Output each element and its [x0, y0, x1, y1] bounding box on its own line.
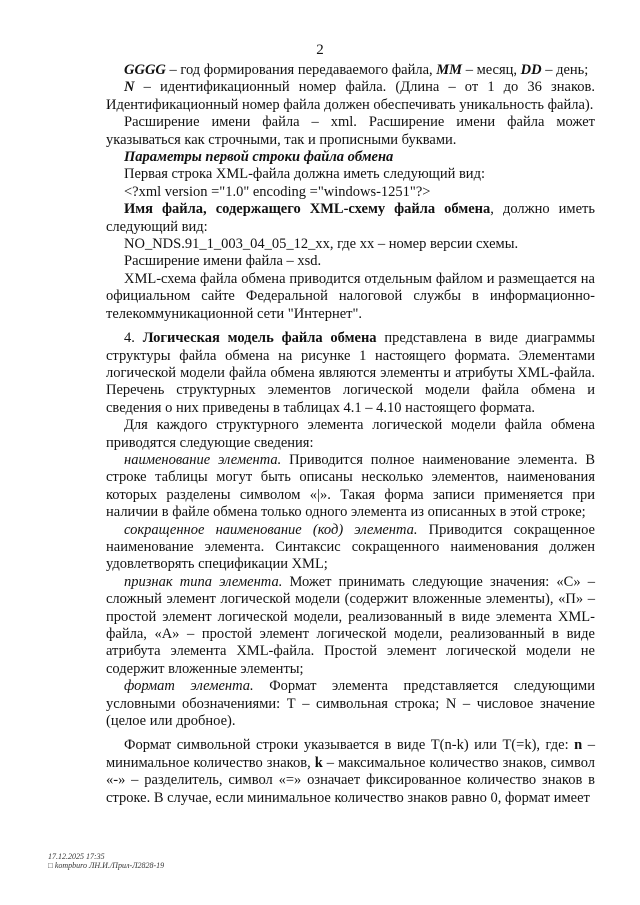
term-month: ММ	[436, 62, 463, 78]
text: – максимальное количество знаков, символ «-» – разделитель, символ «=» означает фиксированное количество знаков в строке. В случае, если минимальное количество знаков равно 0, формат имеет	[106, 754, 595, 806]
text: 4.	[124, 330, 143, 347]
text: – год формирования передаваемого файла,	[165, 62, 437, 78]
text: Приводится полное наименование элемента. В строке таблицы могут быть описаны несколько элементов, наименования которых разделены символом «|». Такая форма записи применяется при наличии в файле обмена только одного элемента из описанных в этой строке;	[106, 451, 595, 521]
section-heading-first-line: Параметры первой строки файла обмена	[124, 149, 394, 166]
footer-doc-ref: □ kompburo ЛН.И./Прил-Л2828-19	[48, 861, 165, 870]
paragraph-logical-model	[106, 330, 595, 417]
term-k: k	[314, 754, 323, 771]
xml-declaration: <?xml version ="1.0" encoding ="windows-1251"?>	[124, 183, 431, 200]
document-body	[106, 62, 595, 807]
term-n: n	[574, 737, 583, 754]
text: – месяц,	[462, 62, 521, 78]
text: Формат символьной строки указывается в виде Т(n-k) или T(=k), где:	[124, 737, 575, 754]
paragraph-element-type	[106, 574, 595, 678]
term-id: N	[124, 79, 135, 96]
paragraph-schema-name	[106, 201, 595, 236]
footer-timestamp: 17.12.2025 17:35	[48, 852, 105, 861]
term-element-name: наименование элемента.	[124, 451, 282, 468]
term-year: GGGG	[124, 62, 166, 78]
text: Приводится сокращенное наименование элемента. Синтаксис сокращенного наименования должен удовлетворять спецификации XML;	[106, 521, 595, 573]
text: представлена в виде диаграммы структуры файла обмена на рисунке 1 настоящего формата. Элементами логической модели файла обмена являются элементы и атрибуты XML-файла. Перечень структурных элементов логической модели файла обмена и сведения о них приведены в таблицах 4.1 – 4.10 настоящего формата.	[106, 330, 596, 416]
page-number: 2	[316, 42, 324, 58]
text: , должно иметь следующий вид:	[106, 201, 595, 235]
term-day: DD	[520, 62, 542, 78]
term-element-type: признак типа элемента.	[124, 573, 283, 590]
paragraph-element-code	[106, 522, 595, 574]
paragraph-string-format	[106, 737, 595, 807]
paragraph-extension: Расширение имени файла – xml. Расширение имени файла может указываться как строчными, так и прописными буквами.	[106, 114, 595, 148]
paragraph-element-name	[106, 452, 595, 522]
text: – минимальное количество знаков,	[106, 737, 595, 771]
term-element-code: сокращенное наименование (код) элемента.	[124, 521, 418, 538]
heading-logical-model: Логическая модель файла обмена	[142, 330, 377, 347]
paragraph-schema-publication: XML-схема файла обмена приводится отдельным файлом и размещается на официальном сайте Федеральной налоговой службы в информационно-телекоммуникационной сети "Интернет".	[106, 270, 595, 322]
text: – идентификационный номер файла. (Длина – от 1 до 36 знаков. Идентификационный номер файла должен обеспечивать уникальность файла).	[106, 79, 595, 113]
paragraph-first-line: Первая строка XML-файла должна иметь следующий вид:	[124, 166, 485, 183]
text: – день;	[541, 62, 589, 78]
spacer	[106, 323, 595, 330]
heading-schema-name: Имя файла, содержащего XML-схему файла обмена	[124, 201, 491, 218]
text: Формат элемента представляется следующими условными обозначениями: Т – символьная строка; N – числовое значение (целое или дробное).	[106, 678, 595, 730]
term-element-format: формат элемента.	[124, 678, 254, 695]
paragraph-element-info: Для каждого структурного элемента логической модели файла обмена приводятся следующие сведения:	[106, 417, 595, 451]
paragraph-date-format	[106, 62, 595, 79]
document-footer	[48, 852, 164, 870]
schema-file-name: NO_NDS.91_1_003_04_05_12_xx, где хх – номер версии схемы.	[124, 236, 519, 253]
spacer	[106, 730, 595, 737]
paragraph-file-id	[106, 79, 595, 114]
paragraph-element-format	[106, 678, 595, 730]
text: Может принимать следующие значения: «С» – сложный элемент логической модели (содержит вложенные элементы), «П» – простой элемент логической модели, реализованный в виде элемента XML-файла, «А» – простой элемент логической модели, реализованный в виде атрибута элемента XML-файла. Простой элемент логической модели не содержит вложенные элементы;	[106, 573, 595, 677]
schema-extension: Расширение имени файла – xsd.	[124, 253, 322, 270]
